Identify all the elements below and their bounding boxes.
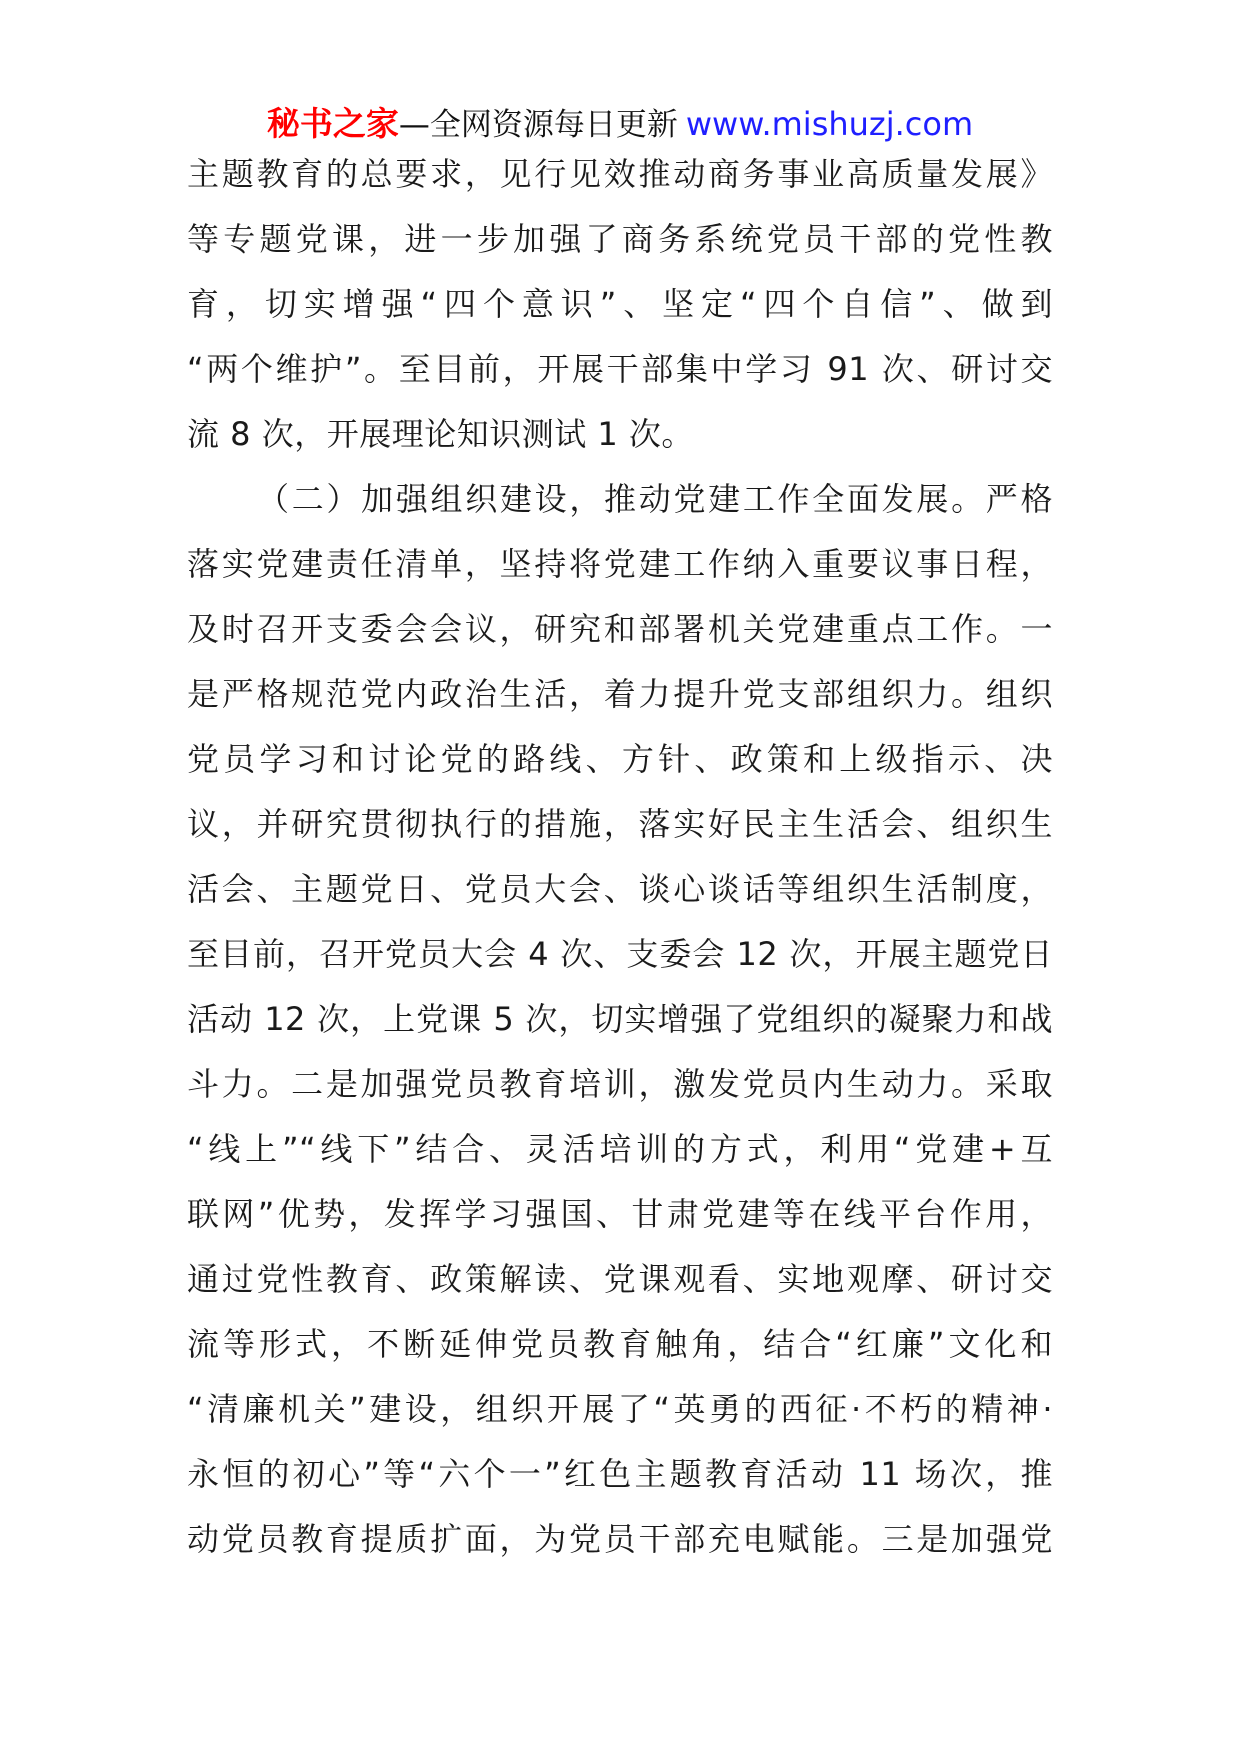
text-line: 议，并研究贯彻执行的措施，落实好民主生活会、组织生: [187, 805, 1053, 843]
text-line: 活动 12 次，上党课 5 次，切实增强了党组织的凝聚力和战: [187, 1000, 1053, 1038]
text-line: 及时召开支委会会议，研究和部署机关党建重点工作。一: [187, 610, 1053, 648]
site-brand: 秘书之家: [266, 104, 399, 143]
text-line: 主题教育的总要求，见行见效推动商务事业高质量发展》: [187, 155, 1053, 193]
text-line: 党员学习和讨论党的路线、方针、政策和上级指示、决: [187, 740, 1053, 778]
text-line: 流 8 次，开展理论知识测试 1 次。: [187, 415, 694, 453]
document-body: [187, 142, 1053, 1572]
site-slogan: —全网资源每日更新: [398, 107, 678, 143]
text-line: 育，切实增强“四个意识”、坚定“四个自信”、做到: [187, 285, 1053, 323]
text-line: 联网”优势，发挥学习强国、甘肃党建等在线平台作用，: [187, 1195, 1053, 1233]
section-heading-line: （二）加强组织建设，推动党建工作全面发展。严格: [257, 480, 1053, 518]
text-line: 至目前，召开党员大会 4 次、支委会 12 次，开展主题党日: [187, 935, 1053, 973]
text-line: 斗力。二是加强党员教育培训，激发党员内生动力。采取: [187, 1065, 1053, 1103]
text-line: “清廉机关”建设，组织开展了“英勇的西征·不朽的精神·: [187, 1390, 1053, 1428]
site-url-link[interactable]: www.mishuzj.com: [685, 105, 974, 143]
text-line: 落实党建责任清单，坚持将党建工作纳入重要议事日程，: [187, 545, 1053, 583]
text-line: 是严格规范党内政治生活，着力提升党支部组织力。组织: [187, 675, 1053, 713]
text-line: 活会、主题党日、党员大会、谈心谈话等组织生活制度，: [187, 870, 1053, 908]
text-line: 等专题党课，进一步加强了商务系统党员干部的党性教: [187, 220, 1053, 258]
text-line: 永恒的初心”等“六个一”红色主题教育活动 11 场次，推: [187, 1455, 1053, 1493]
text-line: “线上”“线下”结合、灵活培训的方式，利用“党建+互: [187, 1130, 1053, 1168]
text-line: “两个维护”。至目前，开展干部集中学习 91 次、研讨交: [187, 350, 1053, 388]
text-line: 通过党性教育、政策解读、党课观看、实地观摩、研讨交: [187, 1260, 1053, 1298]
site-header: [0, 102, 1240, 147]
text-line: 流等形式，不断延伸党员教育触角，结合“红廉”文化和: [187, 1325, 1053, 1363]
text-line: 动党员教育提质扩面，为党员干部充电赋能。三是加强党: [187, 1520, 1053, 1558]
